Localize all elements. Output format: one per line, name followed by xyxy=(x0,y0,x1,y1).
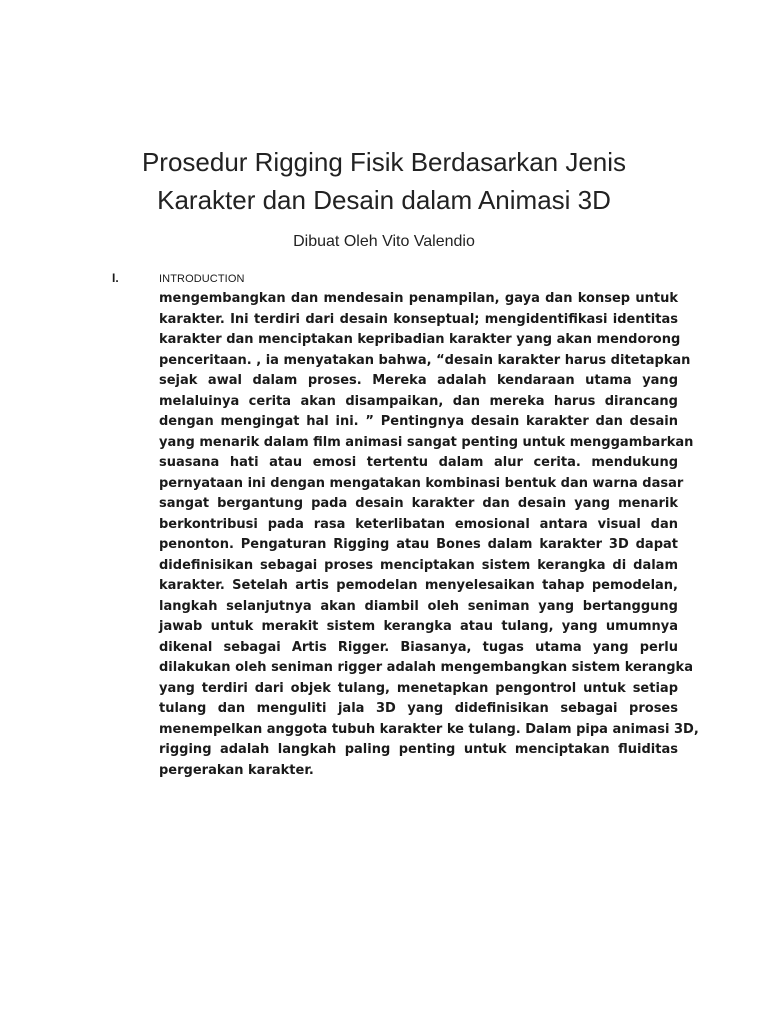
body-line: dilakukan oleh seniman rigger adalah mengembangkan sistem kerangka xyxy=(159,660,693,675)
document-title xyxy=(100,143,668,219)
body-line: karakter. Setelah artis pemodelan menyelesaikan tahap pemodelan, xyxy=(159,578,678,593)
body-line: suasana hati atau emosi tertentu dalam alur cerita. mendukung xyxy=(159,455,678,470)
body-line: karakter. Ini terdiri dari desain konseptual; mengidentifikasi identitas xyxy=(159,311,678,327)
body-line: dengan mengingat hal ini. ” Pentingnya desain karakter dan desain xyxy=(159,414,678,429)
body-line: tulang dan menguliti jala 3D yang didefinisikan sebagai proses xyxy=(159,701,678,716)
document-title-line-2: Karakter dan Desain dalam Animasi 3D xyxy=(157,185,611,215)
body-line: penceritaan. , ia menyatakan bahwa, “desain karakter harus ditetapkan xyxy=(159,352,691,368)
body-line: karakter dan menciptakan kepribadian karakter yang akan mendorong xyxy=(159,332,681,347)
body-line: penonton. Pengaturan Rigging atau Bones dalam karakter 3D dapat xyxy=(159,537,678,552)
body-line: sangat bergantung pada desain karakter dan desain yang menarik xyxy=(159,496,678,511)
body-line: pernyataan ini dengan mengatakan kombinasi bentuk dan warna dasar xyxy=(159,475,684,491)
body-line: sejak awal dalam proses. Mereka adalah kendaraan utama yang xyxy=(159,373,678,388)
body-line: yang menarik dalam film animasi sangat penting untuk menggambarkan xyxy=(159,434,694,450)
body-line: jawab untuk merakit sistem kerangka atau tulang, yang umumnya xyxy=(159,619,678,634)
body-line: langkah selanjutnya akan diambil oleh seniman yang bertanggung xyxy=(159,598,678,614)
section-number: I. xyxy=(112,271,119,285)
body-line: berkontribusi pada rasa keterlibatan emosional antara visual dan xyxy=(159,516,678,532)
body-line: menempelkan anggota tubuh karakter ke tulang. Dalam pipa animasi 3D, xyxy=(159,721,699,737)
body-line: pergerakan karakter. xyxy=(159,762,314,778)
body-line: rigging adalah langkah paling penting untuk menciptakan fluiditas xyxy=(159,742,678,757)
section-heading: INTRODUCTION xyxy=(159,273,245,285)
document-title-line-1: Prosedur Rigging Fisik Berdasarkan Jenis xyxy=(141,147,627,177)
body-line: mengembangkan dan mendesain penampilan, gaya dan konsep untuk xyxy=(159,291,678,306)
body-line: melaluinya cerita akan disampaikan, dan mereka harus dirancang xyxy=(159,393,678,409)
body-line: yang terdiri dari objek tulang, menetapkan pengontrol untuk setiap xyxy=(159,680,678,696)
body-line: didefinisikan sebagai proses menciptakan sistem kerangka di dalam xyxy=(159,557,678,573)
body-line: dikenal sebagai Artis Rigger. Biasanya, tugas utama yang perlu xyxy=(159,639,678,655)
document-author: Dibuat Oleh Vito Valendio xyxy=(293,233,475,250)
section-body xyxy=(159,289,699,781)
